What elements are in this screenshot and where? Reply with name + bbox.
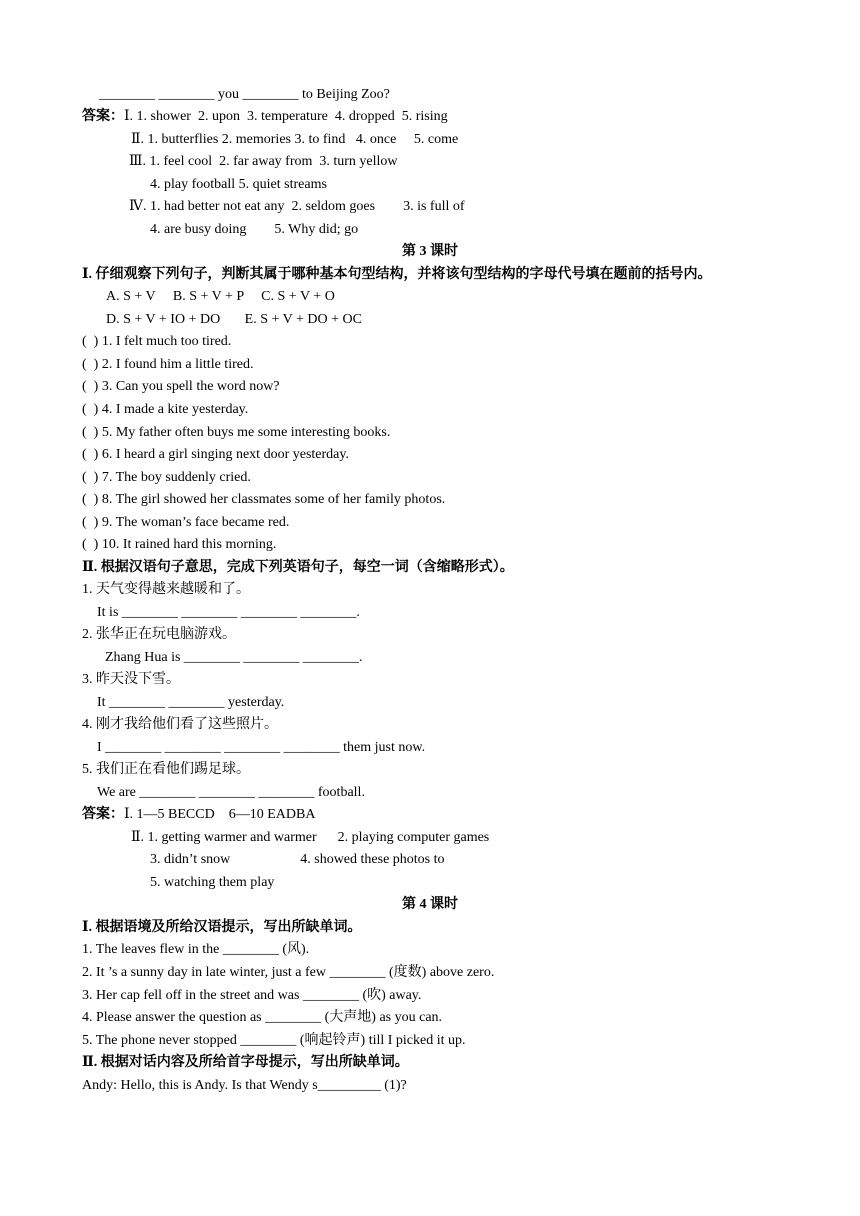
- lesson-title: 第 4 课时: [402, 897, 458, 912]
- text-line: Ⅱ. 1. butterflies 2. memories 3. to find 4. once 5. come: [131, 132, 459, 147]
- text-line: ( ) 4. I made a kite yesterday.: [82, 402, 249, 417]
- section-heading: Ⅱ. 根据对话内容及所给首字母提示，写出所缺单词。: [82, 1055, 409, 1070]
- text-line: D. S + V + IO + DO E. S + V + DO + OC: [106, 312, 362, 327]
- text-line: It ________ ________ yesterday.: [97, 695, 285, 710]
- text-line: ( ) 7. The boy suddenly cried.: [82, 470, 251, 485]
- text-line: Ⅲ. 1. feel cool 2. far away from 3. turn yellow: [129, 154, 398, 169]
- text-line: It is ________ ________ ________ ________.: [97, 605, 360, 620]
- text-line: ( ) 3. Can you spell the word now?: [82, 379, 280, 394]
- text-line: 3. Her cap fell off in the street and was ________ (吹) away.: [82, 988, 422, 1003]
- text-line: 1. 天气变得越来越暖和了。: [82, 582, 250, 597]
- text-line: Ⅳ. 1. had better not eat any 2. seldom goes 3. is full of: [129, 199, 465, 214]
- text-line: 4. are busy doing 5. Why did; go: [150, 222, 359, 237]
- text-line: Andy: Hello, this is Andy. Is that Wendy s_________ (1)?: [82, 1078, 407, 1093]
- text-line: Zhang Hua is ________ ________ ________.: [105, 650, 363, 665]
- answer-text: Ⅰ. 1—5 BECCD 6—10 EADBA: [124, 807, 316, 822]
- text-line: ________ ________ you ________ to Beijing Zoo?: [99, 87, 390, 102]
- answer-text: Ⅰ. 1. shower 2. upon 3. temperature 4. dropped 5. rising: [124, 109, 448, 124]
- text-line: 5. watching them play: [150, 875, 275, 890]
- text-line: ( ) 6. I heard a girl singing next door yesterday.: [82, 447, 349, 462]
- text-line: [82, 806, 315, 824]
- text-line: 3. didn’t snow 4. showed these photos to: [150, 852, 445, 867]
- text-line: ( ) 2. I found him a little tired.: [82, 357, 254, 372]
- section-heading: Ⅰ. 根据语境及所给汉语提示，写出所缺单词。: [82, 920, 362, 935]
- answer-label: 答案：: [82, 109, 124, 124]
- text-line: 2. It ’s a sunny day in late winter, just a few ________ (度数) above zero.: [82, 965, 495, 980]
- text-line: 5. The phone never stopped ________ (响起铃声) till I picked it up.: [82, 1033, 466, 1048]
- text-line: 3. 昨天没下雪。: [82, 672, 180, 687]
- text-line: A. S + V B. S + V + P C. S + V + O: [106, 289, 335, 304]
- text-line: Ⅱ. 1. getting warmer and warmer 2. playing computer games: [131, 830, 490, 845]
- text-line: [82, 108, 448, 126]
- text-line: 1. The leaves flew in the ________ (风).: [82, 942, 310, 957]
- text-line: I ________ ________ ________ ________ them just now.: [97, 740, 426, 755]
- text-line: ( ) 1. I felt much too tired.: [82, 334, 232, 349]
- text-line: 4. play football 5. quiet streams: [150, 177, 327, 192]
- section-heading: Ⅰ. 仔细观察下列句子，判断其属于哪种基本句型结构，并将该句型结构的字母代号填在题前的括号内。: [82, 267, 712, 282]
- text-line: 2. 张华正在玩电脑游戏。: [82, 627, 236, 642]
- text-line: ( ) 5. My father often buys me some interesting books.: [82, 425, 391, 440]
- answer-label: 答案：: [82, 807, 124, 822]
- text-line: ( ) 9. The woman’s face became red.: [82, 515, 290, 530]
- lesson-title: 第 3 课时: [402, 244, 458, 259]
- text-line: We are ________ ________ ________ football.: [97, 785, 365, 800]
- section-heading: Ⅱ. 根据汉语句子意思，完成下列英语句子，每空一词（含缩略形式）。: [82, 560, 514, 575]
- text-line: ( ) 8. The girl showed her classmates some of her family photos.: [82, 492, 446, 507]
- text-line: 4. 刚才我给他们看了这些照片。: [82, 717, 278, 732]
- text-line: ( ) 10. It rained hard this morning.: [82, 537, 277, 552]
- text-line: 5. 我们正在看他们踢足球。: [82, 762, 250, 777]
- text-line: 4. Please answer the question as ________ (大声地) as you can.: [82, 1010, 443, 1025]
